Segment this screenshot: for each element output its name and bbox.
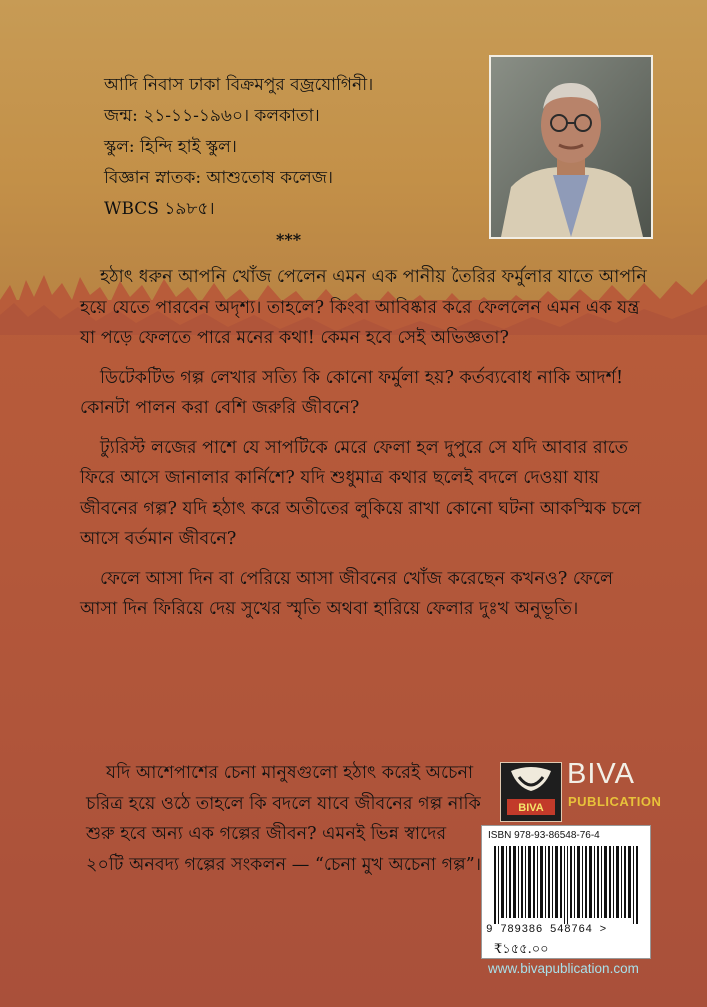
barcode-icon [494,846,640,924]
publisher-website-link[interactable]: www.bivapublication.com [488,961,639,976]
bio-line-college: বিজ্ঞান স্নাতক: আশুতোষ কলেজ। [104,168,333,188]
author-photo [489,55,653,239]
publisher-subtitle: PUBLICATION [568,794,662,809]
blurb-paragraph: ফেলে আসা দিন বা পেরিয়ে আসা জীবনের খোঁজ করেছেন কখনও? ফেলে আসা দিন ফিরিয়ে দেয় সুখের স্মৃতি অথবা হারিয়ে ফেলার দুঃখ অনুভূতি। [80,568,614,619]
book-price: ₹১৫৫.০০ [494,942,549,957]
bio-line-origin: আদি নিবাস ঢাকা বিক্রমপুর বজ্রযোগিনী। [104,75,374,95]
publisher-name: BIVA [567,758,635,790]
bio-line-wbcs: WBCS ১৯৮৫। [104,199,215,219]
blurb-final-paragraph: যদি আশেপাশের চেনা মানুষগুলো হঠাৎ করেই অচেনা চরিত্র হয়ে ওঠে তাহলে কি বদলে যাবে জীবনের গল্প নাকি শুরু হবে অন্য এক গল্পের জীবন? এমনই ভিন্ন স্বাদের ২০টি অনবদ্য গল্পের সংকলন — “চেনা মুখ অচেনা গল্প”। [86,763,481,875]
blurb-final [86,758,486,880]
book-blurb [80,262,655,634]
section-separator: *** [276,230,302,249]
blurb-paragraph: ডিটেকটিভ গল্প লেখার সত্যি কি কোনো ফর্মুলা হয়? কর্তব্যবোধ নাকি আদর্শ! কোনটা পালন করা বেশি জরুরি জীবনে? [80,367,624,418]
author-bio [104,70,484,225]
publisher-logo-text: BIVA [518,802,544,814]
bio-line-birth: জন্ম: ২১-১১-১৯৬০। কলকাতা। [104,106,320,126]
barcode-panel [481,825,651,959]
isbn-number: ISBN 978-93-86548-76-4 [488,830,600,841]
publisher-logo [500,762,562,822]
bio-line-school: স্কুল: হিন্দি হাই স্কুল। [104,137,237,157]
ean-digits: 9 789386 548764 > [486,924,607,936]
blurb-paragraph: ট্যুরিস্ট লজের পাশে যে সাপটিকে মেরে ফেলা হল দুপুরে সে যদি আবার রাতে ফিরে আসে জানালার কার্নিশে? যদি শুধুমাত্র কথার ছলেই বদলে দেওয়া যায় জীবনের গল্প? যদি হঠাৎ করে অতীতের লুকিয়ে রাখা কোনো ঘটনা আকস্মিক চলে আসে বর্তমান জীবনে? [80,437,642,549]
blurb-paragraph: হঠাৎ ধরুন আপনি খোঁজ পেলেন এমন এক পানীয় তৈরির ফর্মুলার যাতে আপনি হয়ে যেতে পারবেন অদৃশ্য। তাহলে? কিংবা আবিষ্কার করে ফেললেন এমন এক যন্ত্র যা পড়ে ফেলতে পারে মনের কথা! কেমন হবে সেই অভিজ্ঞতা? [80,267,647,348]
